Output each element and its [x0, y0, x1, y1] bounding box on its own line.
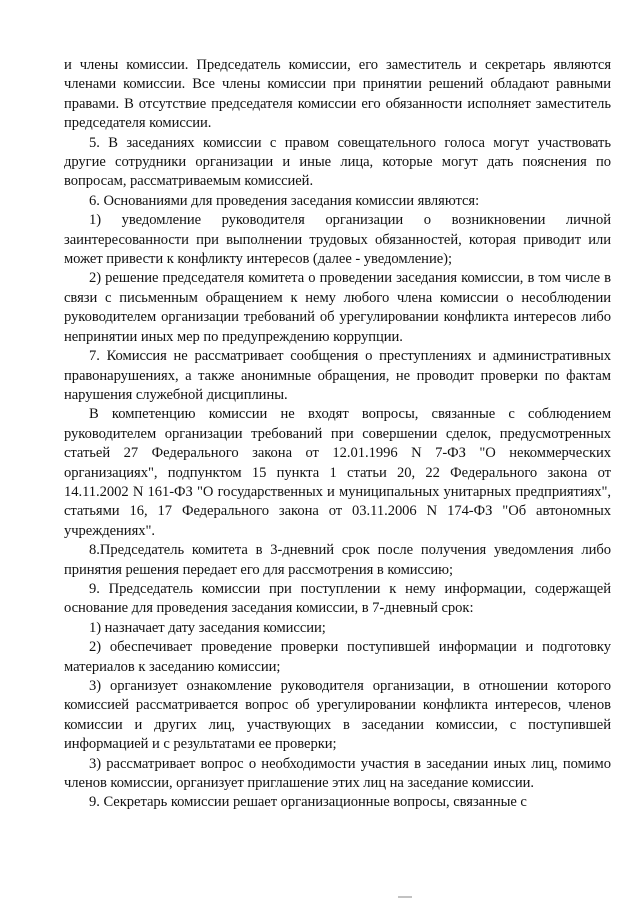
paragraph-item-6-1: 1) уведомление руководителя организации о возникновении личной заинтересованности при выполнении трудовых обязанностей, которая приводит или может привести к конфликту интересов (далее - уведомление);	[64, 212, 611, 268]
paragraph-item-9-3: 3) организует ознакомление руководителя организации, в отношении которого комиссией рассматривается вопрос об урегулировании конфликта интересов, членов комиссии и других лиц, участвующих в заседании комиссии, с поступившей информацией и с результатами ее проверки;	[64, 678, 611, 753]
paragraph-item-9-secretary: 9. Секретарь комиссии решает организационные вопросы, связанные с	[89, 794, 527, 811]
paragraph-item-9-1: 1) назначает дату заседания комиссии;	[89, 619, 326, 636]
paragraph-item-7: 7. Комиссия не рассматривает сообщения о преступлениях и административных правонарушениях, а также анонимные обращения, не проводит проверки по фактам нарушения служебной дисциплины.	[64, 348, 611, 403]
paragraph-item-6-2: 2) решение председателя комитета о проведении заседания комиссии, в том числе в связи с письменным обращением к нему любого члена комиссии о несоблюдении руководителем организации требований об урегулировании конфликта интересов либо непринятии иных мер по предупреждению коррупции.	[64, 270, 611, 345]
paragraph-competence: В компетенцию комиссии не входят вопросы, связанные с соблюдением руководителем организации требований при совершении сделок, предусмотренных статьей 27 Федерального закона от 12.01.1996 N 7-ФЗ "О некоммерческих организациях", подпунктом 15 пункта 1 статьи 20, 22 Федерального закона от 14.11.2002 N 161-ФЗ "О государственных и муниципальных унитарных предприятиях", статьями 16, 17 Федерального закона от 03.11.2006 N 174-ФЗ "Об автономных учреждениях".	[64, 406, 611, 539]
paragraph-item-6: 6. Основаниями для проведения заседания комиссии являются:	[89, 192, 480, 209]
document-body	[64, 56, 611, 813]
paragraph-item-9: 9. Председатель комиссии при поступлении к нему информации, содержащей основание для проведения заседания комиссии, в 7-дневный срок:	[64, 580, 611, 617]
scan-artifact	[398, 896, 412, 898]
paragraph-item-9-2: 2) обеспечивает проведение проверки поступившей информации и подготовку материалов к заседанию комиссии;	[64, 639, 611, 675]
paragraph-item-5: 5. В заседаниях комиссии с правом совещательного голоса могут участвовать другие сотрудники организации и иные лица, которые могут дать пояснения по вопросам, рассматриваемым комиссией.	[64, 134, 611, 190]
paragraph-item-8: 8.Председатель комитета в 3-дневний срок после получения уведомления либо принятия решения передает его для рассмотрения в комиссию;	[64, 542, 611, 578]
paragraph-continuation: и члены комиссии. Председатель комиссии, его заместитель и секретарь являются членами комиссии. Все члены комиссии при принятии решений обладают равными правами. В отсутствие председателя комиссии его обязанности исполняет заместитель председателя комиссии.	[64, 57, 611, 132]
paragraph-item-9-3b: 3) рассматривает вопрос о необходимости участия в заседании иных лиц, помимо членов комиссии, организует приглашение этих лиц на заседание комиссии.	[64, 755, 611, 792]
